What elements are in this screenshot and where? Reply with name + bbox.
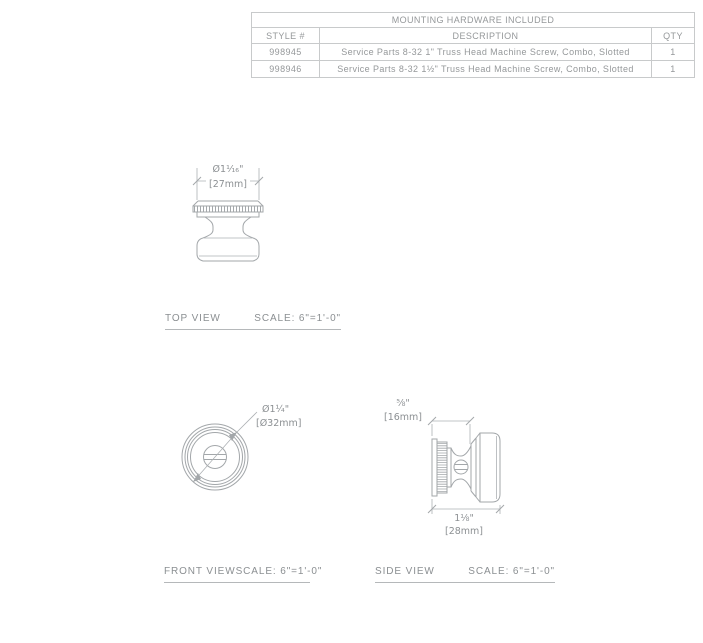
view-name: SIDE VIEW <box>375 566 435 577</box>
view-name: FRONT VIEW <box>164 566 236 577</box>
column-header-style: STYLE # <box>266 30 305 41</box>
side-width-label: ⅝" <box>396 398 410 409</box>
side-view-label <box>375 566 555 583</box>
top-view-dimension <box>193 164 263 200</box>
table-header-row <box>252 27 694 43</box>
side-length-mm-label: [28mm] <box>444 526 484 537</box>
screw-hole <box>454 460 468 474</box>
side-length-label: 1⅛" <box>454 513 474 524</box>
front-view-label <box>164 566 323 583</box>
top-view-knob-outline <box>193 201 263 261</box>
qty: 1 <box>651 61 694 77</box>
side-width-mm-label: [16mm] <box>383 412 423 423</box>
view-scale: SCALE: 6"=1'-0" <box>235 566 323 577</box>
view-scale: SCALE: 6"=1'-0" <box>468 566 555 577</box>
table-row <box>252 60 694 77</box>
neck-bottom <box>451 479 471 489</box>
side-view-knob-outline <box>432 433 500 502</box>
knob-head <box>480 433 500 502</box>
side-length-dimension <box>428 499 504 537</box>
column-header-description: DESCRIPTION <box>319 28 651 43</box>
description: Service Parts 8-32 1" Truss Head Machine Screw, Combo, Slotted <box>319 44 651 60</box>
base-plate <box>432 439 437 496</box>
top-mm-label: [27mm] <box>208 179 248 190</box>
side-width-dimension <box>384 398 474 444</box>
neck-top <box>451 446 471 456</box>
qty: 1 <box>651 44 694 60</box>
description: Service Parts 8-32 1½" Truss Head Machine Screw, Combo, Slotted <box>319 61 651 77</box>
top-view-label <box>165 313 341 330</box>
front-view-dimension <box>193 404 302 482</box>
style-number: 998946 <box>269 64 302 74</box>
front-diameter-label: Ø1¼" <box>262 404 290 415</box>
top-view-drawing <box>150 155 280 270</box>
style-number: 998945 <box>269 47 302 57</box>
side-view-drawing <box>368 390 518 540</box>
view-scale: SCALE: 6"=1'-0" <box>254 313 341 324</box>
column-header-qty: QTY <box>651 28 694 43</box>
step <box>447 448 451 487</box>
table-title: MOUNTING HARDWARE INCLUDED <box>391 15 555 25</box>
front-view-drawing <box>155 398 325 510</box>
top-diameter-label: Ø1¹⁄₁₆" <box>212 164 244 175</box>
table-row <box>252 43 694 60</box>
front-mm-label: [Ø32mm] <box>256 418 302 429</box>
mounting-hardware-table <box>251 12 695 78</box>
view-name: TOP VIEW <box>165 313 221 324</box>
